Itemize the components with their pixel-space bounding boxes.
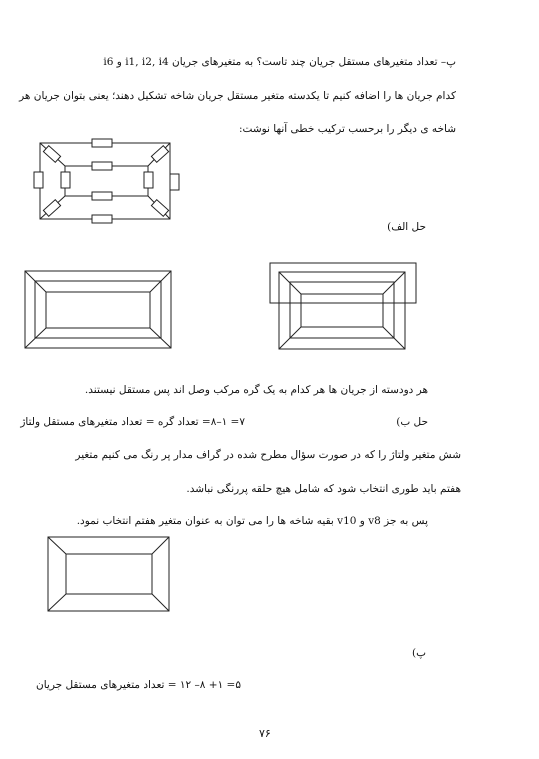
paragraph-line-5: هر دودسته از جریان ها هر کدام به یک گره مرکب وصل اند پس مستقل نیستند. <box>84 384 428 396</box>
resistor <box>92 215 112 223</box>
solution-b-label: حل ب) <box>396 416 428 428</box>
resistor <box>144 172 153 188</box>
resistor <box>92 139 112 147</box>
paragraph-line-8: هفتم باید طوری انتخاب شود که شامل هیچ حلقه پررنگی نباشد. <box>186 483 461 495</box>
solution-c-label: پ) <box>412 647 426 659</box>
voltage-count-equation: ۷= ۱–۸= تعداد گره = تعداد متغیرهای مستقل ولتاژ <box>20 416 245 428</box>
page-number: ۷۶ <box>259 727 271 740</box>
resistor <box>151 200 168 217</box>
paragraph-line-7: شش متغیر ولتاژ را که در صورت سؤال مطرح شده در گراف مدار پر رنگ می کنیم متغیر <box>75 449 461 461</box>
solution-a-label: حل الف) <box>387 221 426 233</box>
question-line-3: شاخه ی دیگر را برحسب ترکیب خطی آنها نوشت: <box>238 123 456 135</box>
resistor <box>43 200 60 217</box>
graph-figure-left <box>24 270 174 350</box>
resistor <box>151 146 168 163</box>
resistor <box>34 172 43 188</box>
circuit-diagram <box>30 138 186 224</box>
resistor <box>92 162 112 170</box>
resistor <box>61 172 70 188</box>
current-count-equation: ۵= ۱+ ۸– ۱۲ = تعداد متغیرهای مستقل جریان <box>36 679 241 691</box>
graph-figure-bottom <box>47 536 172 614</box>
resistor <box>170 174 179 190</box>
paragraph-line-9: پس به جز v8 و v10 بقیه شاخه ها را می توان به عنوان متغیر هفتم انتخاب نمود. <box>76 515 428 527</box>
question-line-1: پ– تعداد متغیرهای مستقل جریان چند تاست؟ به متغیرهای جریان i1, i2, i4 و i6 <box>103 56 456 68</box>
question-line-2: کدام جریان ها را اضافه کنیم تا یکدسته متغیر مستقل جریان شاخه تشکیل دهند؛ یعنی بتوان جریان هر <box>19 90 456 102</box>
resistor <box>92 192 112 200</box>
resistor <box>43 146 60 163</box>
graph-figure-right <box>268 262 420 352</box>
